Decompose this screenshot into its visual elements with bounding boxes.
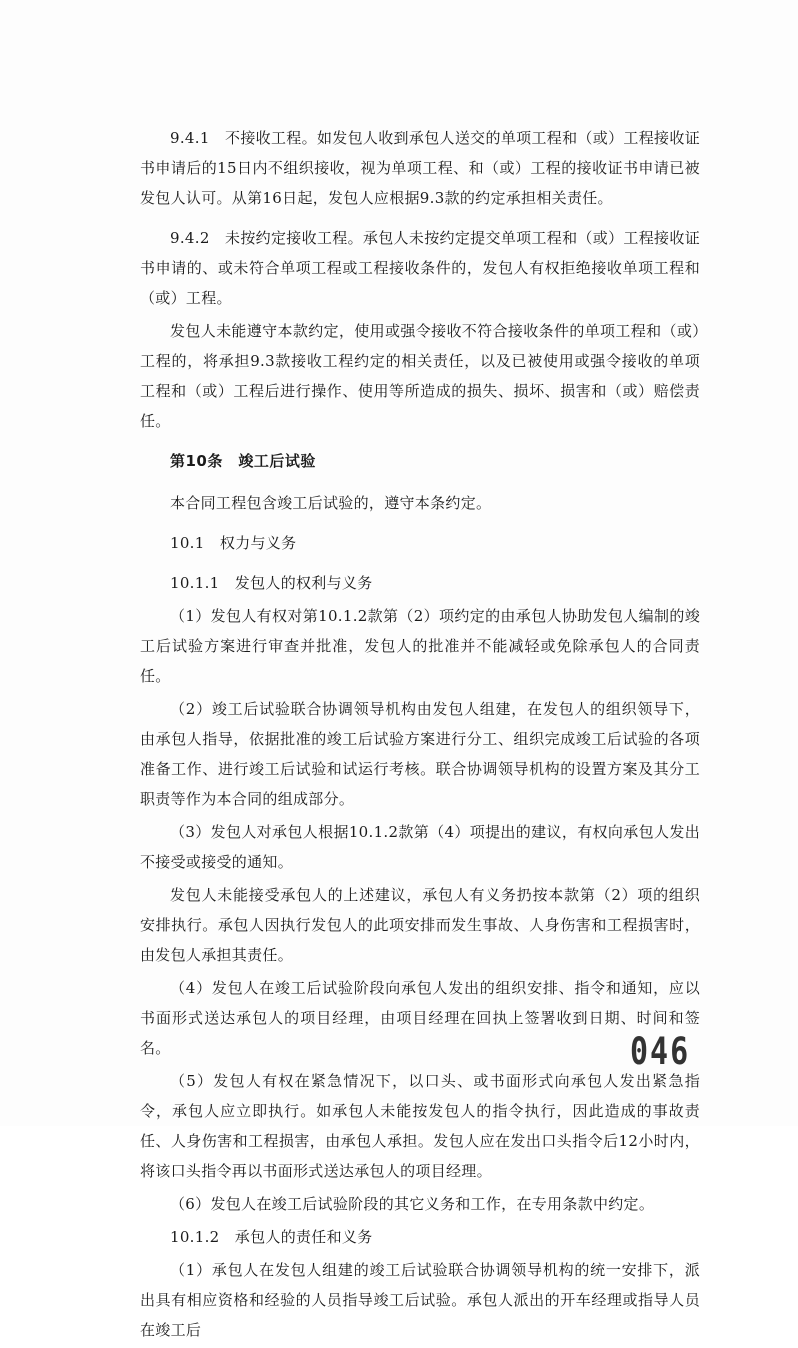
item-10-1-1-4: （4）发包人在竣工后试验阶段向承包人发出的组织安排、指令和通知，应以书面形式送达承包人的项目经理，由项目经理在回执上签署收到日期、时间和签名。 (140, 979, 700, 1057)
section-10-1-heading: 10.1 权力与义务 (170, 534, 297, 552)
section-10-1-2-heading: 10.1.2 承包人的责任和义务 (170, 1228, 373, 1246)
section-10-1-1-heading: 10.1.1 发包人的权利与义务 (170, 574, 373, 592)
article-10-intro: 本合同工程包含竣工后试验的，遵守本条约定。 (170, 494, 492, 512)
item-10-1-1-6: （6）发包人在竣工后试验阶段的其它义务和工作，在专用条款中约定。 (170, 1195, 655, 1213)
item-10-1-1-3-continuation: 发包人未能接受承包人的上述建议，承包人有义务扔按本款第（2）项的组织安排执行。承包人因执行发包人的此项安排而发生事故、人身伤害和工程损害时，由发包人承担其责任。 (140, 886, 700, 964)
clause-9-4-2-continuation: 发包人未能遵守本款约定，使用或强令接收不符合接收条件的单项工程和（或）工程的，将承担9.3款接收工程约定的相关责任，以及已被使用或强令接收的单项工程和（或）工程后进行操作、使用等所造成的损失、损坏、损害和（或）赔偿责任。 (140, 322, 700, 430)
clause-9-4-2: 9.4.2 未按约定接收工程。承包人未按约定提交单项工程和（或）工程接收证书申请的、或未符合单项工程或工程接收条件的，发包人有权拒绝接收单项工程和（或）工程。 (140, 229, 700, 307)
clause-9-4-1: 9.4.1 不接收工程。如发包人收到承包人送交的单项工程和（或）工程接收证书申请后的15日内不组织接收，视为单项工程、和（或）工程的接收证书申请已被发包人认可。从第16日起，发包人应根据9.3款的约定承担相关责任。 (140, 129, 700, 207)
item-10-1-1-2: （2）竣工后试验联合协调领导机构由发包人组建，在发包人的组织领导下，由承包人指导，依据批准的竣工后试验方案进行分工、组织完成竣工后试验的各项准备工作、进行竣工后试验和试运行考核。联合协调领导机构的设置方案及其分工职责等作为本合同的组成部分。 (140, 700, 700, 808)
document-body (140, 123, 700, 1348)
page-number: 046 (630, 1030, 691, 1074)
item-10-1-1-5: （5）发包人有权在紧急情况下，以口头、或书面形式向承包人发出紧急指令，承包人应立即执行。如承包人未能按发包人的指令执行，因此造成的事故责任、人身伤害和工程损害，由承包人承担。发包人应在发出口头指令后12小时内，将该口头指令再以书面形式送达承包人的项目经理。 (140, 1072, 700, 1180)
article-10-heading: 第10条 竣工后试验 (170, 452, 316, 470)
item-10-1-1-1: （1）发包人有权对第10.1.2款第（2）项约定的由承包人协助发包人编制的竣工后试验方案进行审查并批准，发包人的批准并不能减轻或免除承包人的合同责任。 (140, 607, 700, 685)
item-10-1-2-1: （1）承包人在发包人组建的竣工后试验联合协调领导机构的统一安排下，派出具有相应资格和经验的人员指导竣工后试验。承包人派出的开车经理或指导人员在竣工后 (140, 1261, 700, 1339)
item-10-1-1-3: （3）发包人对承包人根据10.1.2款第（4）项提出的建议，有权向承包人发出不接受或接受的通知。 (140, 823, 700, 871)
